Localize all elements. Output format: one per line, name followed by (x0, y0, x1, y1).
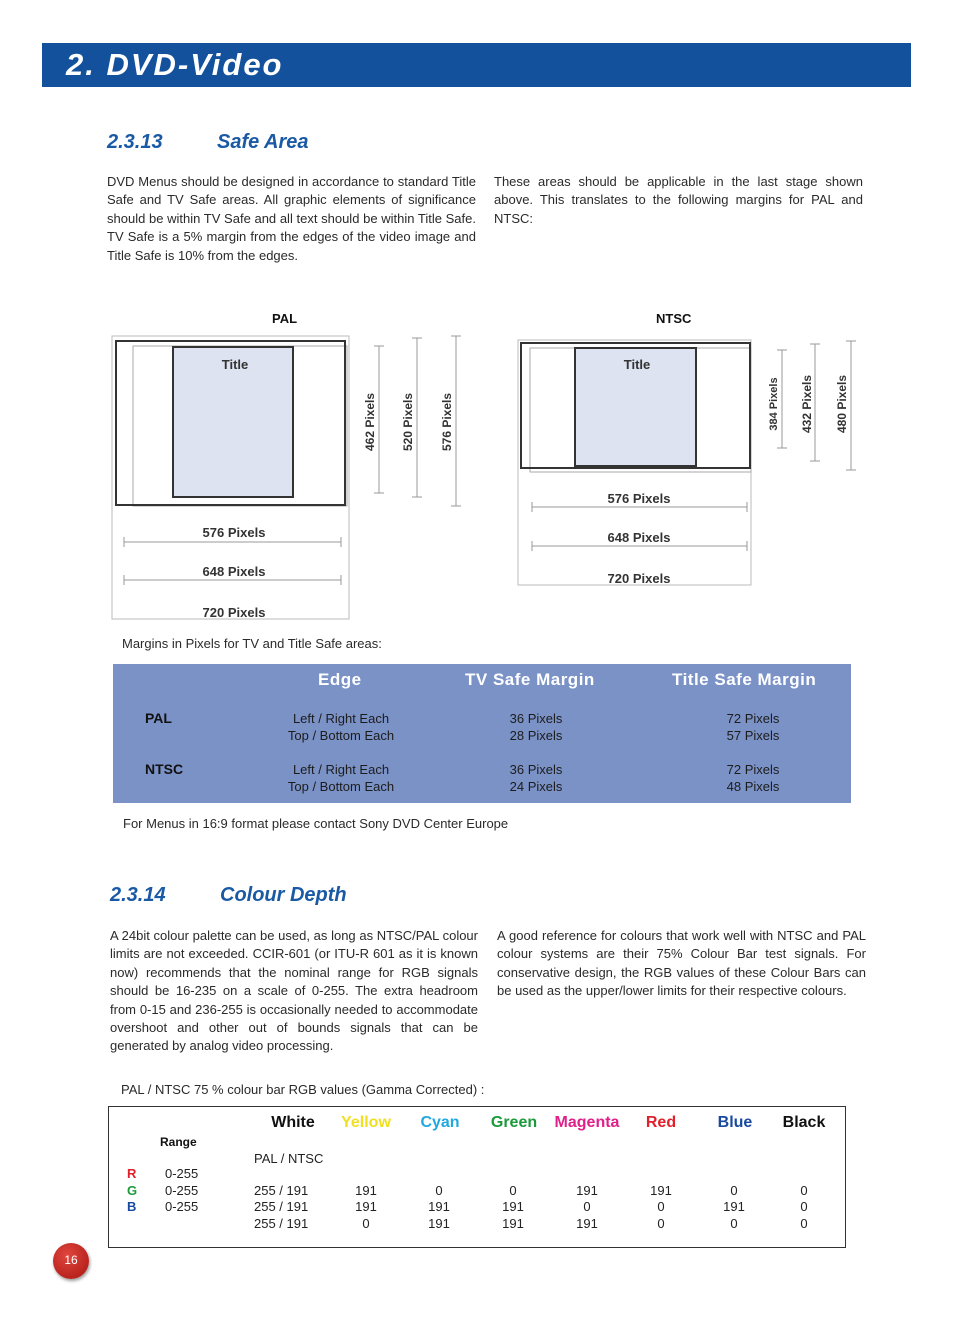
pal-title-text: Title (221, 357, 249, 372)
cell-red-b: 0 (730, 1216, 738, 1231)
menus-note: For Menus in 16:9 format please contact Sony DVD Center Europe (123, 816, 509, 831)
cell-red-g: 191 (723, 1199, 745, 1214)
ntsc-horizontal-576: 576 Pixels (607, 491, 671, 506)
ntsc-horizontal-720: 720 Pixels (607, 571, 671, 586)
cell-white-g: 191 (355, 1199, 377, 1214)
cell-yellow-b: 191 (428, 1216, 450, 1231)
cell-blue-b: 0 (800, 1216, 808, 1231)
cell-cyan-r: 0 (509, 1183, 517, 1198)
cell-blue-r: 0 (800, 1183, 808, 1198)
channel-g: G (127, 1183, 138, 1198)
row-pal-tv: 36 Pixels 28 Pixels (509, 711, 563, 743)
header-banner (42, 43, 911, 87)
cell-yellow-g: 191 (428, 1199, 450, 1214)
col-green: Green (490, 1114, 538, 1131)
cell-cyan-b: 191 (502, 1216, 524, 1231)
cell-blue-g: 0 (800, 1199, 808, 1214)
pal-safe-area-diagram (108, 332, 468, 624)
row-ntsc-tv: 36 Pixels 24 Pixels (509, 762, 563, 794)
col-cyan: Cyan (420, 1114, 460, 1131)
ntsc-vertical-480: 480 Pixels (835, 374, 849, 434)
cell-magenta-b: 0 (657, 1216, 665, 1231)
cell-red-r: 0 (730, 1183, 738, 1198)
safe-area-paragraph-left: DVD Menus should be designed in accordance to standard Title Safe and TV Safe areas. All graphic elements of significance should be within TV Safe and all text should be within Title Safe. TV Safe is a 5% margin from the edges of the video image and Title Safe is 10% from the edges. (107, 174, 476, 263)
row-ntsc-label: NTSC (145, 761, 184, 777)
col-magenta: Magenta (554, 1114, 620, 1131)
pal-vertical-462: 462 Pixels (363, 392, 377, 452)
colour-depth-paragraph-right: A good reference for colours that work well with NTSC and PAL colour systems are their 75% Colour Bar test signals. For conservative design, the RGB values of these Colour Bars can be used as the upper/lower limits for their respective colours. (497, 928, 866, 999)
col-white: White (271, 1114, 315, 1131)
safe-area-paragraph-right: These areas should be applicable in the last stage shown above. This translates to the following margins for PAL and NTSC: (494, 174, 863, 226)
range-b: 0-255 (165, 1199, 199, 1214)
row-pal-edge: Left / Right Each Top / Bottom Each (287, 711, 395, 743)
page-number: 16 (64, 1253, 78, 1267)
range-g: 0-255 (165, 1183, 199, 1198)
cell-magenta-r: 191 (650, 1183, 672, 1198)
cell-green-g: 0 (583, 1199, 591, 1214)
colour-bar-caption: PAL / NTSC 75 % colour bar RGB values (Gamma Corrected) : (121, 1082, 485, 1097)
section-heading-safe-area (107, 131, 309, 154)
pal-horizontal-576: 576 Pixels (202, 525, 266, 540)
cell-cyan-g: 191 (502, 1199, 524, 1214)
section-heading-colour-depth (110, 884, 347, 907)
pal-ntsc-b: 255 / 191 (254, 1216, 309, 1231)
cell-white-b: 0 (362, 1216, 370, 1231)
channel-b: B (127, 1199, 137, 1214)
ntsc-safe-area-diagram (515, 332, 860, 590)
ntsc-vertical-432: 432 Pixels (800, 374, 814, 434)
section-title: Colour Depth (220, 884, 347, 906)
range-label: Range (160, 1135, 197, 1149)
pal-ntsc-g: 255 / 191 (254, 1199, 309, 1214)
col-blue: Blue (717, 1114, 753, 1131)
col-black: Black (782, 1114, 826, 1131)
pal-horizontal-720: 720 Pixels (202, 605, 266, 620)
row-ntsc-title: 72 Pixels 48 Pixels (726, 762, 780, 794)
col-red: Red (645, 1114, 677, 1131)
ntsc-horizontal-648: 648 Pixels (607, 530, 671, 545)
cell-white-r: 191 (355, 1183, 377, 1198)
range-r: 0-255 (165, 1166, 199, 1181)
page-number-badge (53, 1243, 89, 1279)
ntsc-vertical-384: 384 Pixels (768, 377, 780, 431)
ntsc-title-text: Title (623, 357, 651, 372)
channel-r: R (127, 1166, 137, 1181)
header-title-safe: Title Safe Margin (672, 670, 817, 689)
ntsc-label: NTSC (656, 311, 692, 326)
pal-ntsc-r: 255 / 191 (254, 1183, 309, 1198)
cell-green-r: 191 (576, 1183, 598, 1198)
colour-bar-table (108, 1106, 846, 1248)
pal-label: PAL (272, 311, 298, 326)
pal-vertical-520: 520 Pixels (401, 392, 415, 452)
row-pal-label: PAL (145, 710, 172, 726)
section-title: Safe Area (217, 131, 309, 153)
section-number: 2.3.13 (107, 131, 163, 153)
header-tv-safe: TV Safe Margin (465, 670, 595, 689)
pal-horizontal-648: 648 Pixels (202, 564, 266, 579)
header-edge: Edge (318, 670, 362, 689)
safe-margins-table (113, 664, 851, 803)
section-number: 2.3.14 (110, 884, 166, 906)
chapter-title: 2. DVD-Video (66, 47, 284, 82)
cell-green-b: 191 (576, 1216, 598, 1231)
col-yellow: Yellow (341, 1114, 391, 1131)
cell-magenta-g: 0 (657, 1199, 665, 1214)
margins-caption: Margins in Pixels for TV and Title Safe areas: (122, 636, 382, 651)
row-ntsc-edge: Left / Right Each Top / Bottom Each (287, 762, 395, 794)
pal-ntsc-label: PAL / NTSC (254, 1151, 324, 1166)
colour-depth-paragraph-left: A 24bit colour palette can be used, as long as NTSC/PAL colour limits are not exceeded. CCIR-601 (or ITU-R 601 as it is known now) recommends that the nominal range for RGB signals should be 16-235 on a scale of 0-255. The extra headroom from 0-15 and 236-255 is occasionally needed to accommodate overshoot and other out of bounds signals that can be generated by analog video processing. (110, 928, 478, 1054)
cell-yellow-r: 0 (435, 1183, 443, 1198)
pal-vertical-576: 576 Pixels (440, 392, 454, 452)
row-pal-title: 72 Pixels 57 Pixels (726, 711, 780, 743)
